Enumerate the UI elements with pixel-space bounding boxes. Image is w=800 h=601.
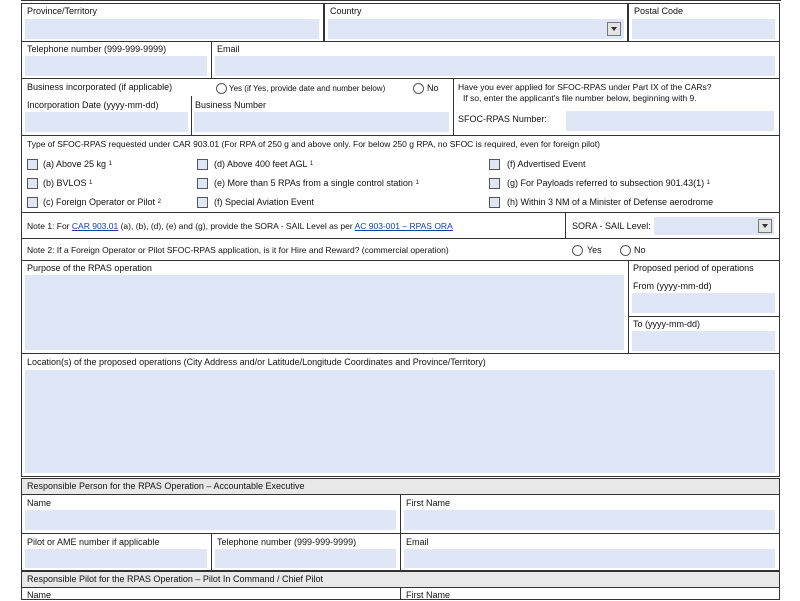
sfoc-type-cell (21, 135, 780, 213)
pilot-name-cell (21, 587, 401, 600)
ae-first-name-cell (400, 494, 780, 534)
sfoc-number-field[interactable] (566, 111, 774, 131)
pilot-first-name-cell (400, 587, 780, 600)
incorporation-date-field[interactable] (25, 112, 188, 132)
note1-cell (21, 212, 566, 239)
note2-yes-label: Yes (587, 245, 602, 255)
ae-first-name-field[interactable] (404, 510, 775, 530)
option-more-than-5-rpas: (e) More than 5 RPAs from a single control station $^1$ (214, 178, 419, 188)
period-divider (629, 316, 779, 317)
ae-name-label: Name (27, 498, 52, 508)
ae-email-cell (400, 533, 780, 571)
ae-pilot-number-label: Pilot or AME number if applicable (27, 537, 160, 547)
option-payloads: (g) For Payloads referred to subsection 901.43(1) $^1$ (507, 178, 710, 188)
country-select[interactable] (328, 19, 624, 39)
ae-email-field[interactable] (404, 549, 775, 568)
business-number-field[interactable] (194, 112, 449, 132)
note2-yes-radio[interactable] (572, 245, 583, 256)
location-label: Location(s) of the proposed operations (City Address and/or Latitude/Longitude Coordinates and Province/Territory) (27, 357, 486, 367)
sfoc-applied-instruction: If so, enter the applicant's file number below, beginning with 9. (463, 93, 697, 103)
ae-name-cell (21, 494, 401, 534)
email-field[interactable] (215, 56, 775, 76)
sfoc-type-heading: Type of SFOC-RPAS requested under CAR 903.01 (For RPA of 250 g and above only. For below 250 g RPA, no SFOC is required, even for foreign pilot) (27, 139, 600, 149)
email-label: Email (217, 44, 240, 54)
option-above-25kg: (a) Above 25 kg $^1$ (43, 159, 112, 169)
business-yes-radio[interactable] (216, 83, 227, 94)
province-cell (21, 3, 324, 42)
note2-no-label: No (634, 245, 646, 255)
option-above-400ft: (d) Above 400 feet AGL $^1$ (214, 159, 314, 169)
purpose-cell (21, 260, 629, 354)
top-edge-line (21, 0, 781, 1)
sail-level-select[interactable] (654, 217, 774, 235)
checkbox-more-than-5-rpas[interactable] (197, 178, 208, 189)
ae-pilot-number-field[interactable] (25, 549, 207, 568)
telephone-label: Telephone number (999-999-9999) (27, 44, 167, 54)
incorporation-date-label: Incorporation Date (yyyy-mm-dd) (27, 100, 159, 110)
sfoc-applied-question: Have you ever applied for SFOC-RPAS under Part IX of the CARs? (458, 82, 712, 92)
postal-cell (628, 3, 780, 42)
checkbox-above-25kg[interactable] (27, 159, 38, 170)
sail-level-cell (565, 212, 780, 239)
business-number-label: Business Number (195, 100, 267, 110)
ae-email-label: Email (406, 537, 429, 547)
country-dropdown-chevron-icon[interactable] (607, 22, 621, 36)
checkbox-special-aviation-event[interactable] (197, 197, 208, 208)
from-date-label: From (yyyy-mm-dd) (633, 281, 712, 291)
responsible-pilot-heading: Responsible Pilot for the RPAS Operation – Pilot In Command / Chief Pilot (21, 571, 780, 588)
ae-name-field[interactable] (25, 510, 396, 530)
accountable-executive-heading: Responsible Person for the RPAS Operation – Accountable Executive (21, 478, 780, 495)
business-no-radio[interactable] (413, 83, 424, 94)
sfoc-number-label: SFOC-RPAS Number: (458, 114, 547, 124)
period-cell (628, 260, 780, 354)
business-no-label: No (427, 83, 439, 93)
to-date-label: To (yyyy-mm-dd) (633, 319, 700, 329)
business-cell (21, 78, 454, 136)
car-903-01-link[interactable]: CAR 903.01 (71, 221, 119, 231)
option-foreign-operator: (c) Foreign Operator or Pilot $^2$ (43, 197, 161, 207)
location-field[interactable] (25, 370, 775, 473)
checkbox-advertised-event[interactable] (489, 159, 500, 170)
ae-telephone-label: Telephone number (999-999-9999) (217, 537, 357, 547)
country-label: Country (330, 6, 362, 16)
province-label: Province/Territory (27, 6, 98, 16)
note2-no-radio[interactable] (620, 245, 631, 256)
checkbox-near-defense-aerodrome[interactable] (489, 197, 500, 208)
ae-telephone-field[interactable] (215, 549, 396, 568)
sail-level-dropdown-chevron-icon[interactable] (758, 219, 772, 233)
postal-label: Postal Code (634, 6, 684, 16)
business-number-divider (191, 96, 192, 136)
sfoc-applied-cell (453, 78, 780, 136)
purpose-label: Purpose of the RPAS operation (27, 263, 152, 273)
note2-cell (21, 238, 780, 261)
checkbox-payloads[interactable] (489, 178, 500, 189)
checkbox-above-400ft[interactable] (197, 159, 208, 170)
pilot-first-name-label: First Name (406, 590, 451, 600)
pilot-name-label: Name (27, 590, 52, 600)
note2-text: Note 2: If a Foreign Operator or Pilot SFOC-RPAS application, is it for Hire and Reward? (commercial operation) (27, 245, 449, 255)
checkbox-bvlos[interactable] (27, 178, 38, 189)
ac-903-001-link[interactable]: AC 903-001 – RPAS ORA (354, 221, 453, 231)
sail-level-label: SORA - SAIL Level: (572, 221, 651, 231)
to-date-field[interactable] (632, 331, 775, 351)
telephone-cell (21, 41, 212, 79)
note1-text: Note 1: For CAR 903.01 (a), (b), (d), (e) and (g), provide the SORA - SAIL Level as per AC 903-001 – RPAS ORA (27, 221, 453, 231)
option-near-defense-aerodrome: (h) Within 3 NM of a Minister of Defense aerodrome (507, 197, 714, 207)
option-advertised-event: (f) Advertised Event (507, 159, 586, 169)
from-date-field[interactable] (632, 293, 775, 313)
checkbox-foreign-operator[interactable] (27, 197, 38, 208)
country-cell (324, 3, 628, 42)
ae-first-name-label: First Name (406, 498, 451, 508)
option-special-aviation-event: (f) Special Aviation Event (214, 197, 314, 207)
option-bvlos: (b) BVLOS $^1$ (43, 178, 93, 188)
email-cell (211, 41, 780, 79)
province-field[interactable] (25, 19, 319, 39)
telephone-field[interactable] (25, 56, 207, 76)
ae-telephone-cell (211, 533, 401, 571)
business-incorporated-label: Business incorporated (if applicable) (27, 82, 173, 92)
business-yes-label: Yes (if Yes, provide date and number below) (229, 84, 386, 93)
postal-code-field[interactable] (632, 19, 775, 39)
location-cell (21, 353, 780, 477)
ae-pilot-number-cell (21, 533, 212, 571)
period-label: Proposed period of operations (633, 263, 754, 273)
purpose-field[interactable] (25, 275, 624, 350)
